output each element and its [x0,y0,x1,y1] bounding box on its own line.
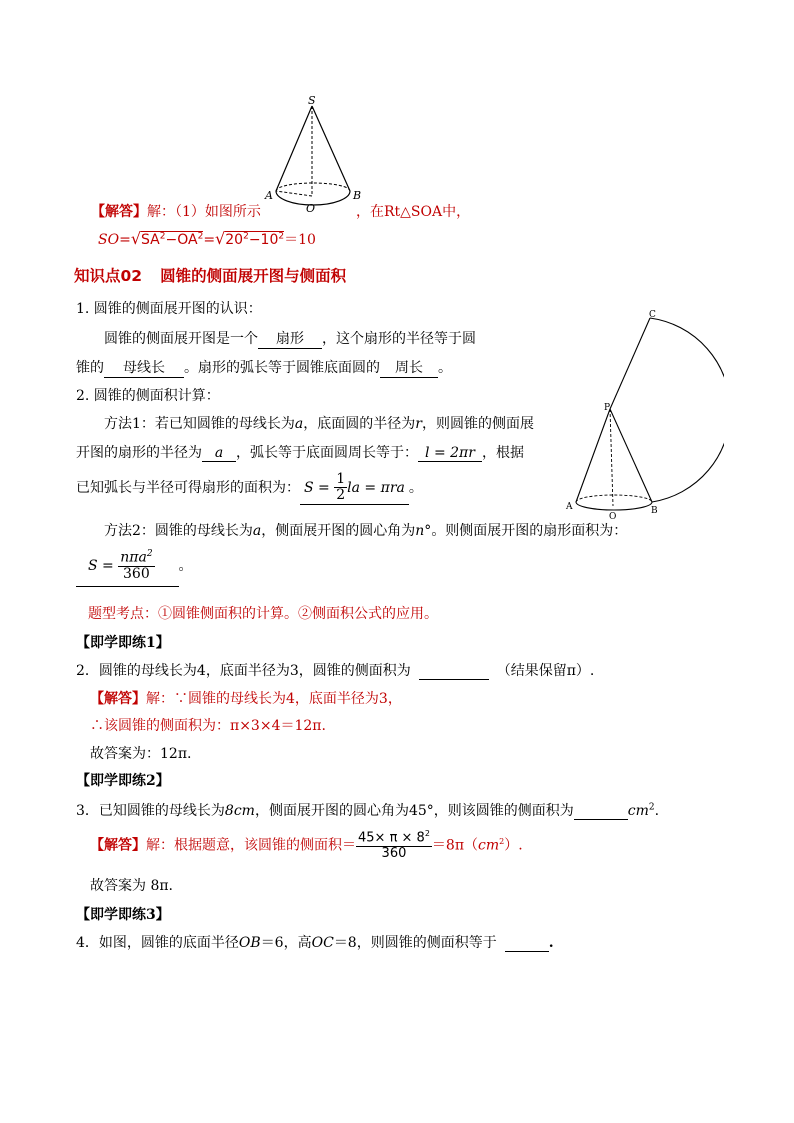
exercise-3-question: 4．如图，圆锥的底面半径OB＝6，高OC＝8，则圆锥的侧面积等于 . [76,935,554,951]
label-o: O [306,202,316,215]
label-c: C [649,310,656,320]
section-heading: 知识点02 圆锥的侧面展开图与侧面积 [74,267,347,285]
label-a: A [265,189,273,202]
label-s: S [308,94,316,107]
label-b: B [651,506,658,516]
exercise-1-tag: 【即学即练1】 [76,635,170,651]
label-b: B [353,189,362,202]
exercise-3-tag: 【即学即练3】 [76,907,170,923]
exercise-1-question: 2．圆锥的母线长为4，底面半径为3，圆锥的侧面积为 （结果保留π）. [76,663,595,679]
section-1-para-1: 圆锥的侧面展开图是一个 扇形 ，这个扇形的半径等于圆 [104,328,476,349]
method-1-line-1: 方法1：若已知圆锥的母线长为a，底面圆的半径为r，则圆锥的侧面展 [104,416,534,432]
exercise-1-answer-2: ∴该圆锥的侧面积为：π×3×4＝12π. [90,718,326,734]
answer-1-cont: ，在Rt△SOA中， [356,204,471,220]
answer-text: 解：（1）如图所示 [147,204,261,220]
exercise-1-answer-3: 故答案为：12π. [90,746,192,762]
answer-1-formula: $SO=√SA^2-OA^2=√20^2-10^2=10$ [98,229,316,248]
answer-1-line [91,201,261,221]
section-2-title: 2. 圆锥的侧面积计算： [76,388,220,404]
label-a: A [566,502,573,512]
question-type-note: 题型考点：①圆锥侧面积的计算。②侧面积公式的应用。 [88,606,438,622]
exercise-2-answer-1: 【解答】解：根据题意，该圆锥的侧面积＝ $\frac{45\times \pi \times 8^2}{360}$ $=8\pi(cm^2)$. [90,829,523,861]
method-2-line: 方法2：圆锥的母线长为a，侧面展开图的圆心角为n°。则侧面展开图的扇形面积为： [104,523,628,539]
cone-unfold-figure [564,306,724,524]
method-2-formula: S = $\frac{n\pi a^2}{360}$ 。 [76,550,193,587]
section-1-title: 1. 圆锥的侧面展开图的认识： [76,301,262,317]
method-1-line-3: 已知弧长与半径可得扇形的面积为： S = $\frac{1}{2}$ la = πra 。 [76,471,423,504]
section-1-para-2: 锥的 母线长 。扇形的弧长等于圆锥底面圆的 周长 。 [76,357,452,378]
exercise-2-answer-3: 故答案为 8π. [90,878,174,894]
label-o: O [609,512,617,522]
exercise-1-answer-1: 【解答】解：∵圆锥的母线长为4，底面半径为3， [90,691,402,707]
label-p: P [604,403,611,413]
method-1-line-2: 开图的扇形的半径为 a ，弧长等于底面圆周长等于： l = 2πr ，根据 [76,445,524,461]
exercise-2-question: 3．已知圆锥的母线长为8cm，侧面展开图的圆心角为45°，则该圆锥的侧面积为 $cm^2$. [76,802,660,819]
cone-figure [262,92,362,216]
answer-tag: 【解答】 [91,204,147,220]
exercise-2-tag: 【即学即练2】 [76,773,170,789]
